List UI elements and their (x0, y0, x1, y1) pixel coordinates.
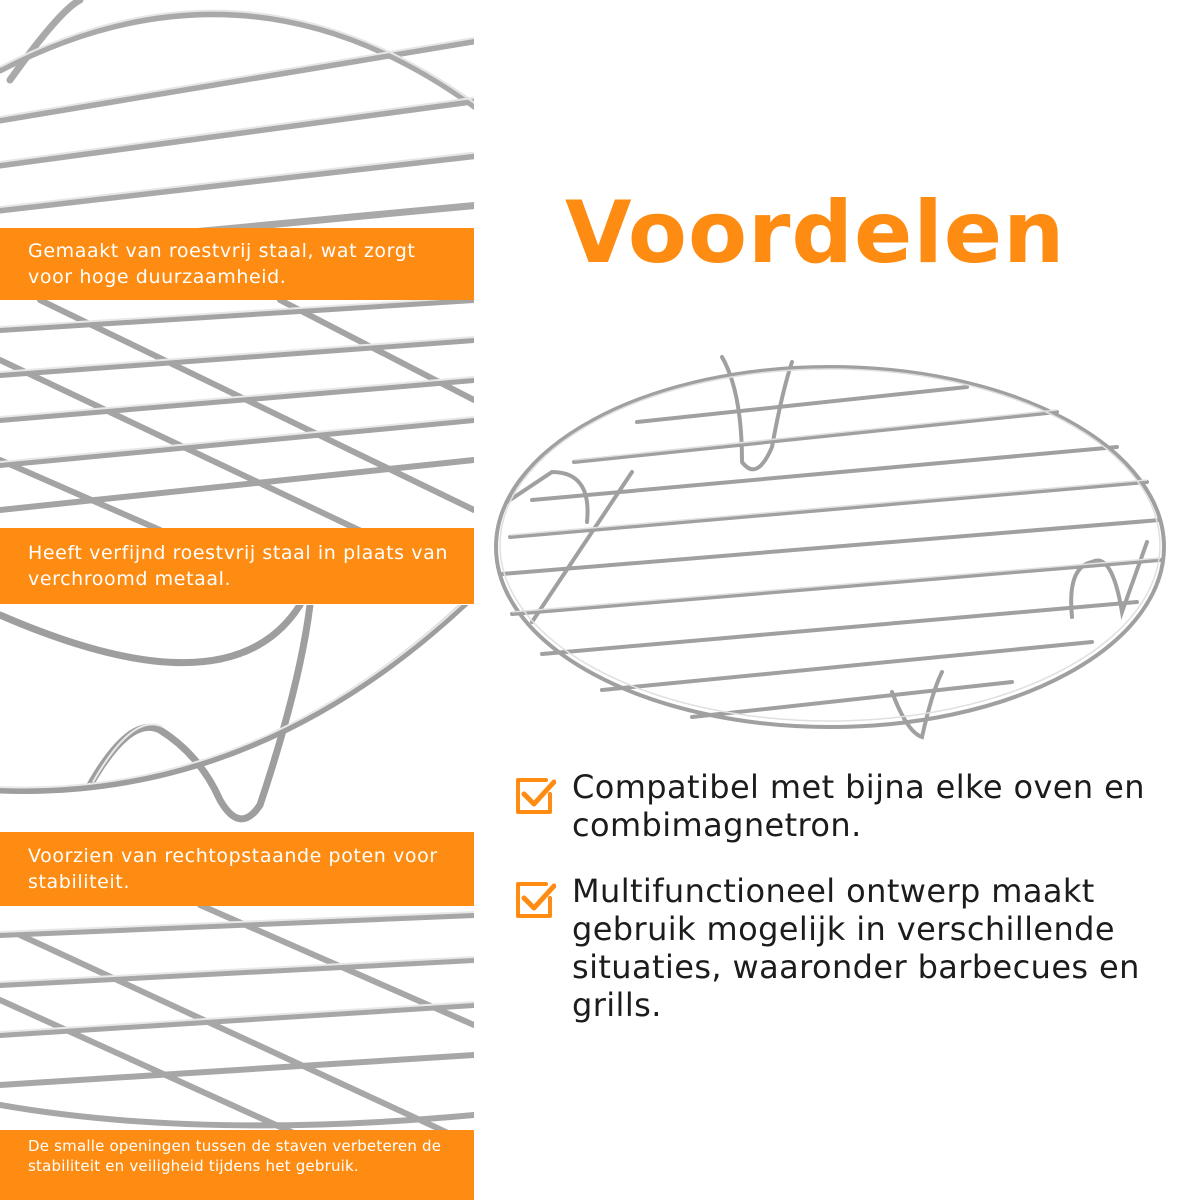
feature-banner-2 (0, 528, 474, 604)
feature-text: Multifunctioneel ontwerp maakt gebruik mogelijk in verschillende situaties, waaronder barbecues en grills. (572, 872, 1140, 1024)
feature-banner-text: De smalle openingen tussen de staven verbeteren de stabiliteit en veiligheid tijdens het gebruik. (28, 1137, 442, 1175)
checkmark-icon (512, 774, 556, 818)
feature-banner-text: Heeft verfijnd roestvrij staal in plaats van verchroomd metaal. (28, 542, 449, 590)
page-title: Voordelen (565, 183, 1066, 283)
feature-item-2 (512, 872, 1172, 1024)
feature-banner-3 (0, 832, 474, 906)
round-rack-product-image (492, 352, 1168, 762)
feature-banner-4 (0, 1130, 474, 1200)
checkmark-icon (512, 878, 556, 922)
feature-banner-text: Voorzien van rechtopstaande poten voor stabiliteit. (28, 845, 438, 893)
feature-banner-1 (0, 228, 474, 300)
feature-item-1 (512, 768, 1172, 844)
feature-banner-text: Gemaakt van roestvrij staal, wat zorgt voor hoge duurzaamheid. (28, 240, 416, 288)
feature-text: Compatibel met bijna elke oven en combimagnetron. (572, 768, 1145, 844)
